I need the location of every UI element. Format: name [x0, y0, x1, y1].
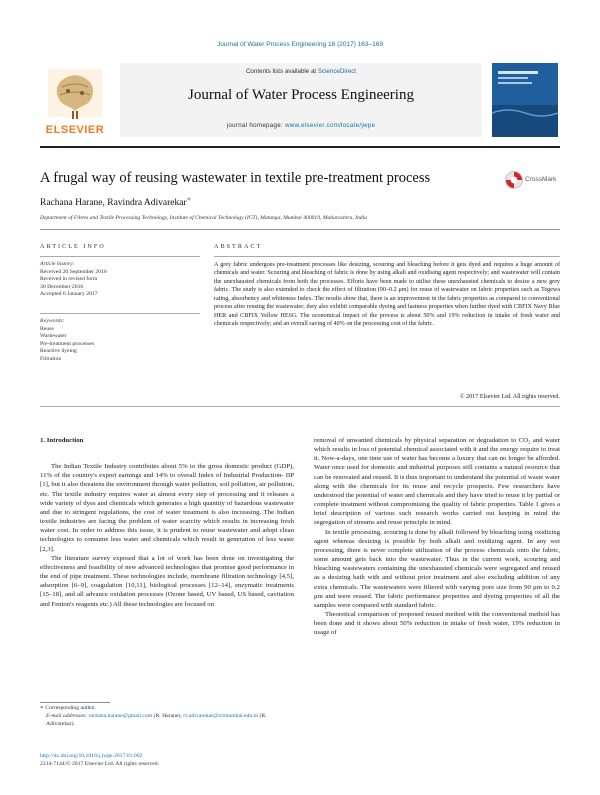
homepage-prefix: journal homepage: [226, 122, 286, 129]
body-paragraph: In textile processing, scouring is done by alkali followed by bleaching using oxidizing agent whereas desizing is possible by both alkali and oxidizing agent. In any wet processing, there is never complete utilization of the process chemicals onto the fabric, some amount gets back into the wastewater. Thus in the current work, scouring and bleaching wastewaters containing the unexhausted chemicals were segregated and reused as a desizing bath with and without prior treatment and also excluding addition of any extra chemicals. The wastewaters were filtered with varying pore size from 90 μm to 0.2 μm and were reused. The fabric performance properties and dyeing properties of all the samples were compared with standard fabric. [314, 528, 560, 609]
corresponding-mark[interactable]: ∗ [186, 195, 192, 203]
homepage-link[interactable]: www.elsevier.com/locate/jwpe [285, 122, 376, 129]
affiliation: Department of Fibres and Textile Processing Technology, Institute of Chemical Technology (ICT), Matunga, Mumbai 400019, Maharashtra, India [40, 215, 367, 221]
keyword: Filtration [40, 355, 62, 362]
contents-prefix: Contents lists available at [245, 68, 318, 75]
article-title: A frugal way of reusing wastewater in textile pre-treatment process [40, 170, 431, 186]
abstract-heading: ABSTRACT [214, 243, 263, 250]
email-label: E-mail addresses: [46, 712, 89, 719]
journal-reference[interactable]: Journal of Water Process Engineering 16 (2017) 163–169 [217, 41, 383, 48]
history-item: Received in revised form [40, 276, 98, 283]
email-owner: (R. Harane), [152, 712, 184, 719]
journal-homepage [120, 122, 482, 129]
keyword: Pre-treatment processes [40, 340, 95, 347]
footnotes [40, 705, 294, 728]
article-history [40, 261, 200, 299]
keyword: Reuse [40, 325, 54, 332]
crossmark-badge[interactable] [505, 170, 561, 195]
keywords-label: Keywords: [40, 318, 65, 324]
body-paragraph: The Indian Textile Industry contributes about 5% to the gross domestic product (GDP), 11% of the country's export earnings and 14% to overall Index of Industrial Production- IIP [1], but it also threatens the environment through water pollution, soil pollution, air pollution, etc. The textile industry requires water at almost every step of processing and it releases a wide variety of dyes and chemicals which generates a high quantity of hazardous wastewater and due to stringent regulations, the cost of water treatment is also increasing. The Indian textile industries are facing the problem of water scarcity which results in increasing fresh water cost. In order to address this issue, it is prudent to reuse wastewater and adopt clean technologies to consume less water and chemicals which result in generation of less waste [2,3]. [40, 463, 294, 553]
body-paragraph: Theoretical comparison of proposed reused method with the conventional method has been done and it shows about 50% reduction in intake of fresh water, 19% reduction in usage of [314, 610, 560, 637]
crossmark-label: CrossMark [525, 176, 557, 183]
email-addresses [40, 713, 294, 729]
journal-masthead [120, 63, 482, 137]
journal-cover-image [492, 63, 558, 137]
footnote-divider [40, 702, 110, 703]
keywords [40, 318, 200, 364]
article-authors [40, 195, 191, 208]
body-column-right [314, 436, 560, 637]
abstract-text: A grey fabric undergoes pre-treatment processes like desizing, scouring and bleaching before it gets dyed and requires a huge amount of chemicals and water. Scouring and bleaching of fabric is done by using alkali and oxidising agent respectively; and wastewater will contain the unexhausted chemicals from both the processes. Efforts have been made to utilise these unexhausted chemicals to desize a new grey fabric. The study is also extended to check the effect of filtration (90–0.2 μm) for reuse of wastewater on fabric properties such as Tegewa rating, absorbency and whiteness Index. The results show that, there is an improvement in the fabric properties as compared to conventional process after reusing the wastewater; they also exhibit comparable dyeing and fastness properties when further dyed with CBFIX Navy Blue HER and CBFIX Yellow HE6G. The economical impact of the process is about 50% and 19% reduction in intake of fresh water and chemicals respectively; and an overall saving of 40% on the processing cost of the fabric. [214, 262, 560, 328]
journal-header [40, 63, 560, 143]
elsevier-wordmark: ELSEVIER [45, 124, 105, 136]
body-paragraph: removal of unwanted chemicals by physical separation or degradation to CO₂ and water which results in loss of potential chemical associated with it and the energy require to treat it. Now-a-days, one time use of water has become a luxury that can no longer be afforded. Water once used for domestic and industrial purposes still contains a natural resource that can be renovated and reused. It is thus important to understand the potential of waste water along with the chemicals for its reuse and recycle prospects. Few researchers have understood the potential of water and chemicals and they have tried to reuse it by partial or complete treatment without compromising the quality of fabric properties. Table 1 gives a brief description of various such research works carried out keeping in mind the segregation of streams and reuse principle in mind. [314, 437, 560, 527]
email-link-harane[interactable]: rachana.harane@gmail.com [88, 712, 153, 719]
doi-link[interactable]: http://dx.doi.org/10.1016/j.jwpe.2017.01.002 [40, 753, 143, 759]
email-owner: (R. Adivarekar). [46, 712, 267, 727]
sciencedirect-link[interactable]: ScienceDirect [317, 68, 357, 75]
abstract-divider [214, 256, 560, 257]
contents-line [120, 68, 482, 75]
history-item: 30 December 2016 [40, 283, 84, 290]
body-column-left [40, 436, 294, 609]
abstract-end-divider [40, 406, 560, 407]
keyword: Reactive dyeing [40, 348, 77, 355]
author-names: Rachana Harane, Ravindra Adivarekar [40, 198, 187, 209]
section-heading-introduction: 1. Introduction [40, 437, 84, 444]
article-info-heading: ARTICLE INFO [40, 243, 106, 250]
keyword: Wastewater [40, 333, 67, 340]
journal-title: Journal of Water Process Engineering [188, 87, 414, 103]
history-item: Accepted 6 January 2017 [40, 291, 98, 298]
elsevier-logo [40, 65, 110, 137]
keywords-divider [40, 313, 200, 314]
affiliation-divider [40, 229, 560, 230]
history-item: Received 20 September 2016 [40, 268, 107, 275]
issn-line: 2214-7144/© 2017 Elsevier Ltd. All rights reserved. [40, 760, 159, 767]
article-meta-footer [40, 753, 294, 769]
email-link-adivarekar[interactable]: rv.adivarekar@ictmumbai.edu.in [183, 712, 259, 719]
body-paragraph: The literature survey exposed that a lot of work has been done on investigating the effectiveness and feasibility of new advanced technologies that promise good performance in the end of pipe treatment. These technologies include, membrane filtration technology [4,5], adsorption [6–9], coagulation [10,11], biological processes [12–14], enzymatic treatments [15–18], and all advance oxidation processes (Ozone based, UV based, US based, cavitation and Fenton's reagents etc.) All these technologies are focused on [40, 554, 294, 608]
header-divider [40, 146, 560, 148]
history-label: Article history: [40, 261, 75, 267]
corresponding-author-note: ∗ Corresponding author. [40, 705, 97, 711]
abstract-copyright: © 2017 Elsevier Ltd. All rights reserved. [459, 394, 560, 400]
cover-art [492, 63, 558, 137]
info-divider [40, 256, 200, 257]
